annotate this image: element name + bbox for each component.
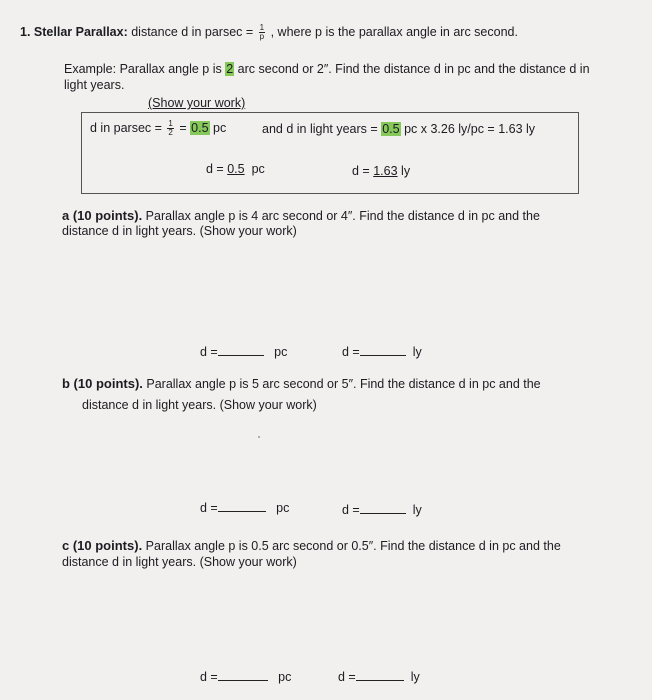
part-a-text-1: Parallax angle p is 4 arc second or 4″. Find the distance d in pc and the <box>145 209 540 223</box>
part-c-ly-blank[interactable] <box>356 670 404 681</box>
lightyear-pc-value: 0.5 <box>382 122 400 136</box>
part-b-ly-unit: ly <box>412 503 422 517</box>
part-b-answer-pc <box>200 501 289 515</box>
part-a-ly-blank[interactable] <box>360 345 406 356</box>
part-a-line-1 <box>62 208 540 223</box>
part-c-line-2: distance d in light years. (Show your work) <box>62 555 297 569</box>
example-angle-value: 2 <box>226 62 234 76</box>
fraction-denominator: p <box>259 32 265 41</box>
pencil-mark <box>258 436 260 438</box>
example-parsec-calc <box>90 120 226 137</box>
part-c-ly-unit: ly <box>410 670 420 684</box>
part-c-pc-blank[interactable] <box>218 670 268 681</box>
part-c-line-1 <box>62 538 561 553</box>
part-c-label: c (10 points). <box>62 538 143 553</box>
part-b-line-2: distance d in light years. (Show your work) <box>82 398 317 412</box>
part-b-d-label-2: d = <box>342 503 360 517</box>
part-b-line-1 <box>62 376 541 391</box>
problem-title: Stellar Parallax: <box>33 24 128 39</box>
part-c-d-label-2: d = <box>338 670 356 684</box>
answer-ly-value: 1.63 <box>373 164 398 178</box>
example-line-2: light years. <box>64 78 125 92</box>
parsec-unit: pc <box>213 120 227 135</box>
example-fraction-denominator: 2 <box>168 128 173 137</box>
part-c-answer-ly <box>338 670 420 684</box>
lightyear-prefix: and d in light years = <box>262 122 378 136</box>
example-answer-ly <box>352 164 410 178</box>
part-c-pc-unit: pc <box>278 670 292 684</box>
show-work-label: (Show your work) <box>148 96 246 110</box>
part-a-d-label: d = <box>200 345 218 359</box>
definition-suffix: , where p is the parallax angle in arc second. <box>270 24 518 39</box>
parallax-fraction <box>259 24 265 41</box>
part-a-answer-ly <box>342 345 422 359</box>
part-a-line-2: distance d in light years. (Show your work) <box>62 224 297 238</box>
part-a-pc-unit: pc <box>274 345 288 359</box>
parsec-prefix: d in parsec = <box>90 120 162 135</box>
example-line-1 <box>64 62 590 76</box>
example-fraction-numerator: 1 <box>168 119 173 128</box>
answer-ly-unit: ly <box>401 164 411 178</box>
part-b-text-1: Parallax angle p is 5 arc second or 5″. Find the distance d in pc and the <box>146 377 541 391</box>
part-c-text-1: Parallax angle p is 0.5 arc second or 0.5″. Find the distance d in pc and the <box>145 539 561 553</box>
part-c-d-label: d = <box>200 670 218 684</box>
part-c-answer-pc <box>200 670 291 684</box>
part-b-answer-ly <box>342 503 422 517</box>
part-a-ly-unit: ly <box>412 345 422 359</box>
part-b-d-label: d = <box>200 501 218 515</box>
part-b-pc-unit: pc <box>276 501 290 515</box>
part-a-label: a (10 points). <box>62 208 143 223</box>
answer-ly-label: d = <box>352 164 370 178</box>
example-answer-pc <box>206 162 265 176</box>
problem-number: 1. <box>20 24 31 39</box>
example-lightyear-calc <box>262 122 535 136</box>
fraction-numerator: 1 <box>259 23 265 32</box>
part-b-label: b (10 points). <box>62 376 143 391</box>
answer-pc-unit: pc <box>251 162 265 176</box>
example-fraction <box>167 120 173 137</box>
part-a-d-label-2: d = <box>342 345 360 359</box>
answer-pc-label: d = <box>206 162 224 176</box>
example-suffix: arc second or 2″. Find the distance d in pc and the distance d in <box>237 62 590 76</box>
parsec-equals: = <box>179 120 187 135</box>
definition-prefix: distance d in parsec = <box>131 24 254 39</box>
part-a-pc-blank[interactable] <box>218 345 264 356</box>
problem-header <box>20 24 518 41</box>
answer-pc-value: 0.5 <box>227 162 245 176</box>
part-a-answer-pc <box>200 345 287 359</box>
part-b-pc-blank[interactable] <box>218 501 266 512</box>
example-prefix: Example: Parallax angle p is <box>64 62 222 76</box>
lightyear-suffix: pc x 3.26 ly/pc = 1.63 ly <box>404 122 536 136</box>
parsec-value: 0.5 <box>191 120 209 135</box>
part-b-ly-blank[interactable] <box>360 503 406 514</box>
